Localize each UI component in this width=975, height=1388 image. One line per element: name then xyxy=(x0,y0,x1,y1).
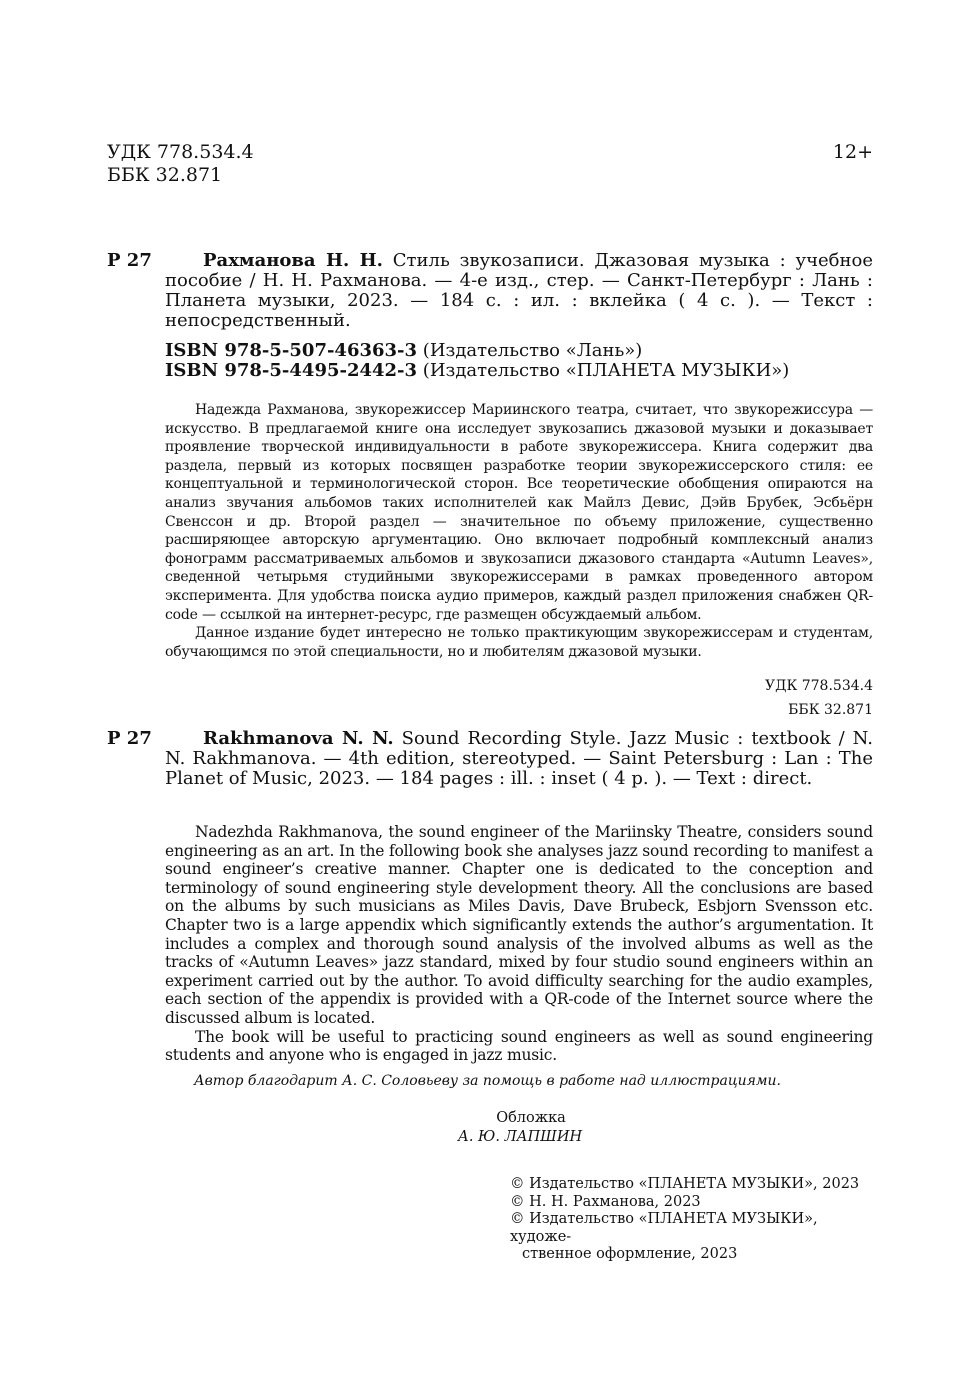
isbn-1: ISBN 978-5-507-46363-3 xyxy=(165,340,418,361)
cover-designer: А. Ю. ЛАПШИН xyxy=(457,1129,583,1145)
udk-code: УДК 778.534.4 xyxy=(107,141,254,163)
header-codes xyxy=(107,141,254,187)
bbk-code: ББК 32.871 xyxy=(107,164,223,186)
en-abstract xyxy=(165,823,873,1065)
isbn-2-publisher: (Издательство «ПЛАНЕТА МУЗЫКИ») xyxy=(422,360,790,381)
copyright-line-3: © Издательство «ПЛАНЕТА МУЗЫКИ», художе- xyxy=(510,1211,818,1245)
en-abstract-paragraph-1: Nadezhda Rakhmanova, the sound engineer of the Mariinsky Theatre, considers sound engineering as an art. In the following book she analyses jazz sound recording to manifest a sound engineer’s creative manner. Chapter one is dedicated to the conception and terminology of sound engineering style development theory. All the conclusions are based on the albums by such musicians as Miles Davis, Dave Brubeck, Esbjorn Svensson etc. Chapter two is a large appendix which significantly extends the author’s argumentation. It includes a complex and thorough sound analysis of the involved albums as well as the tracks of «Autumn Leaves» jazz standard, mixed by four studio sound engineers within an experiment carried out by the author. To avoid difficulty searching for the audio examples, each section of the appendix is provided with a QR-code of the Internet source where the discussed album is located. xyxy=(165,823,873,1027)
isbn-2: ISBN 978-5-4495-2442-3 xyxy=(165,360,418,381)
en-author-name: Rakhmanova N. N. xyxy=(203,728,394,749)
en-bibliographic-entry xyxy=(165,729,873,789)
isbn-block xyxy=(165,341,789,381)
en-bbk-code: ББК 32.871 xyxy=(788,702,873,718)
age-rating: 12+ xyxy=(832,141,873,163)
ru-entry-text: Стиль звукозаписи. Джазовая музыка : учебное пособие / Н. Н. Рахманова. — 4-е изд., стер. — Санкт-Петербург : Лань : Планета музыки, 2023. — 184 с. : ил. : вклейка ( 4 с. ). — Текст : непосредственный. xyxy=(165,250,873,331)
isbn-line-2 xyxy=(165,361,789,381)
ru-author-code: Р 27 xyxy=(107,250,152,271)
copyright-line-4: ственное оформление, 2023 xyxy=(522,1246,738,1262)
en-udk-code: УДК 778.534.4 xyxy=(764,678,873,694)
copyright-line-1: © Издательство «ПЛАНЕТА МУЗЫКИ», 2023 xyxy=(510,1176,860,1192)
ru-author-name: Рахманова Н. Н. xyxy=(203,250,383,271)
copyright-line-2: © Н. Н. Рахманова, 2023 xyxy=(510,1193,701,1210)
ru-abstract-paragraph-2: Данное издание будет интересно не только практикующим звукорежиссерам и студентам, обучающимся по этой специальности, но и любителям джазовой музыки. xyxy=(165,625,873,660)
ru-bibliographic-entry xyxy=(165,251,873,331)
isbn-1-publisher: (Издательство «Лань») xyxy=(422,340,643,361)
cover-label: Обложка xyxy=(496,1110,566,1126)
acknowledgement: Автор благодарит А. С. Соловьеву за помощь в работе над иллюстрациями. xyxy=(194,1073,781,1089)
ru-abstract-paragraph-1: Надежда Рахманова, звукорежиссер Мариинского театра, считает, что звукорежиссура — искусство. В предлагаемой книге она исследует звукозапись джазовой музыки и доказывает проявление творческой индивидуальности в работе звукорежиссера. Книга содержит два раздела, первый из которых посвящен разработке теории звукорежиссерского стиля: ее концептуальной и терминологической сторон. Все теоретические обобщения опираются на анализ звучания альбомов таких исполнителей как Майлз Девис, Дэйв Брубек, Эсбьёрн Свенссон и др. Второй раздел — значительное по объему приложение, существенно расширяющее авторскую аргументацию. Оно включает подробный комплексный анализ фонограмм рассматриваемых альбомов и звукозаписи джазового стандарта «Autumn Leaves», сведенной четырьмя студийными звукорежиссерами в рамках проведенного автором эксперимента. Для удобства поиска аудио примеров, каждый раздел приложения снабжен QR-code — ссылкой на интернет-ресурс, где размещен обсуждаемый альбом. xyxy=(165,402,873,623)
en-classification-codes xyxy=(765,677,873,719)
en-entry-text: Sound Recording Style. Jazz Music : textbook / N. N. Rakhmanova. — 4th edition, stereotyped. — Saint Petersburg : Lan : The Planet of Music, 2023. — 184 pages : ill. : inset ( 4 p. ). — Text : direct. xyxy=(165,728,873,789)
en-author-code: Р 27 xyxy=(107,728,152,749)
ru-abstract xyxy=(165,401,873,661)
isbn-line-1 xyxy=(165,341,789,361)
copyright-block xyxy=(510,1176,875,1264)
en-abstract-paragraph-2: The book will be useful to practicing sound engineers as well as sound engineering students and anyone who is engaged in jazz music. xyxy=(165,1027,873,1065)
